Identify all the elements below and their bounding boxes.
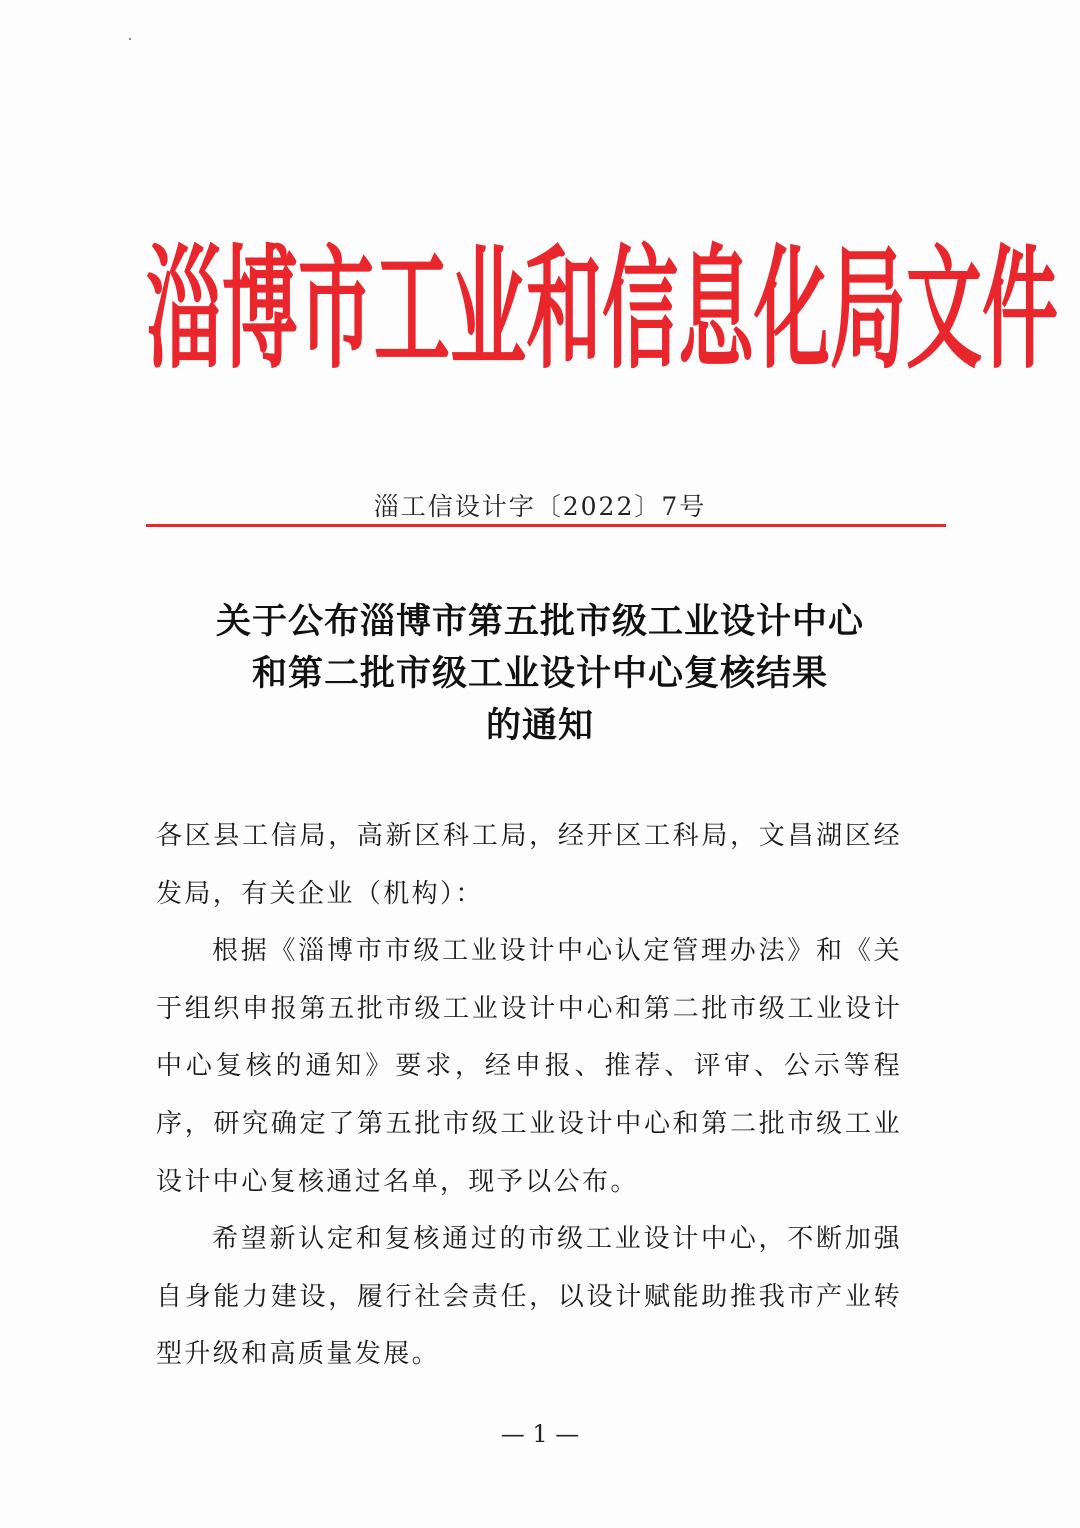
masthead-char: 工 bbox=[374, 231, 450, 387]
page-number: — 1 — bbox=[500, 1420, 580, 1448]
salutation: 各区县工信局，高新区科工局，经开区工科局，文昌湖区经发局，有关企业（机构）： bbox=[156, 821, 902, 909]
masthead bbox=[146, 231, 1058, 387]
masthead-char: 文 bbox=[906, 231, 982, 387]
masthead-char: 淄 bbox=[146, 231, 222, 387]
title-line: 的通知 bbox=[485, 705, 594, 746]
scan-speck bbox=[129, 38, 131, 40]
masthead-char: 博 bbox=[222, 231, 298, 387]
masthead-char: 和 bbox=[526, 231, 602, 387]
notice-body bbox=[156, 808, 902, 1384]
masthead-char: 化 bbox=[754, 231, 830, 387]
title-line: 和第二批市级工业设计中心复核结果 bbox=[251, 653, 828, 694]
masthead-char: 息 bbox=[678, 231, 754, 387]
masthead-char: 件 bbox=[982, 231, 1058, 387]
title-line: 关于公布淄博市第五批市级工业设计中心 bbox=[215, 601, 864, 642]
body-paragraph: 希望新认定和复核通过的市级工业设计中心，不断加强自身能力建设，履行社会责任，以设计赋能助推我市产业转型升级和高质量发展。 bbox=[156, 1224, 902, 1370]
body-paragraph: 根据《淄博市市级工业设计中心认定管理办法》和《关于组织申报第五批市级工业设计中心和第二批市级工业设计中心复核的通知》要求，经申报、推荐、评审、公示等程序，研究确定了第五批市级工业设计中心和第二批市级工业设计中心复核通过名单，现予以公布。 bbox=[156, 936, 902, 1197]
masthead-char: 业 bbox=[450, 231, 526, 387]
document-number: 淄工信设计字〔2022〕7号 bbox=[373, 492, 707, 521]
masthead-char: 市 bbox=[298, 231, 374, 387]
red-separator-line bbox=[146, 524, 946, 527]
masthead-char: 局 bbox=[830, 231, 906, 387]
masthead-char: 信 bbox=[602, 231, 678, 387]
notice-title bbox=[0, 596, 1080, 752]
